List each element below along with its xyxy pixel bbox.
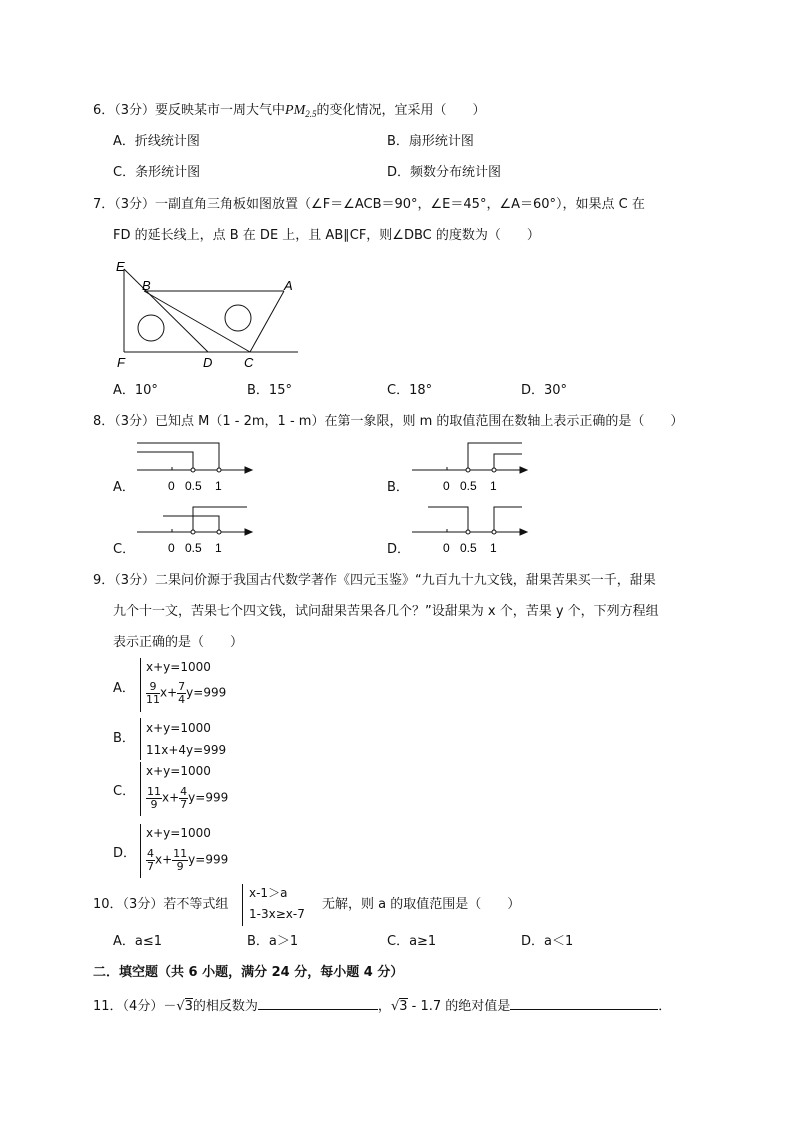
q9-d-eq2 — [146, 848, 228, 872]
q9-a-mid: x+ — [160, 685, 178, 700]
num: 11 — [147, 785, 161, 798]
tick-0: 0 — [443, 541, 450, 555]
tick-1: 1 — [490, 479, 497, 493]
tick-0: 0 — [443, 479, 450, 493]
q7-option-c: C．18° — [387, 383, 433, 398]
q10-stem-b: 无解，则 a 的取值范围是（ ） — [322, 897, 521, 912]
q8-number-line-c — [135, 502, 255, 557]
q9-c-eq2 — [146, 786, 228, 810]
q8-option-a-letter: A． — [113, 480, 135, 495]
q9-c-frac2 — [179, 786, 188, 810]
q11-blank-2[interactable] — [510, 1009, 658, 1010]
tick-1: 1 — [490, 541, 497, 555]
q9-c-brace — [140, 762, 141, 816]
q7-option-d: D．30° — [521, 383, 568, 398]
q9-line1: 9．（3分）二果问价源于我国古代数学著作《四元玉鉴》“九百九十九文钱，甜果苦果买一千，甜果 — [93, 573, 656, 588]
q9-c-mid: x+ — [162, 790, 180, 805]
q11-mid2: ， — [377, 999, 391, 1014]
q9-a-eq2 — [146, 681, 226, 705]
q6-option-d: D．频数分布统计图 — [387, 165, 502, 180]
q8-stem: 8．（3分）已知点 M（1 - 2m，1 - m）在第一象限，则 m 的取值范围在数轴上表示正确的是（ ） — [93, 414, 684, 429]
q10-option-a: A．a≤1 — [113, 934, 163, 949]
q7-option-a: A．10° — [113, 383, 158, 398]
num: 11 — [173, 847, 188, 860]
q10-option-d: D．a＜1 — [521, 934, 574, 949]
den: 11 — [146, 692, 160, 706]
q11-line — [93, 1000, 671, 1013]
tick-0: 0 — [168, 479, 175, 493]
tick-1: 1 — [215, 541, 222, 555]
q9-line2: 九个十一文，苦果七个四文钱，试问甜果苦果各几个？”设甜果为 x 个，苦果 y 个，下列方程组 — [113, 604, 659, 619]
q8-option-c-letter: C． — [113, 542, 136, 557]
num: 4 — [147, 847, 154, 860]
label-A: A — [284, 278, 293, 293]
q11-pre: 11．（4分）－ — [93, 999, 177, 1014]
tick-05: 0.5 — [185, 541, 202, 555]
label-D: D — [203, 355, 213, 370]
den: 4 — [178, 692, 186, 706]
q9-a-frac2 — [177, 681, 186, 705]
q9-d-brace — [140, 824, 141, 878]
q9-a-end: y=999 — [186, 685, 227, 700]
q10-brace — [242, 884, 243, 926]
q10-eq2: 1-3x≥x-7 — [249, 907, 305, 921]
q7-line2: FD 的延长线上，点 B 在 DE 上，且 AB∥CF，则∠DBC 的度数为（ ） — [113, 228, 540, 243]
q10-option-b: B．a＞1 — [247, 934, 299, 949]
q8-number-line-a — [135, 440, 255, 495]
q9-d-mid: x+ — [155, 852, 173, 867]
q7-line1: 7．（3分）一副直角三角板如图放置（∠F＝∠ACB＝90°，∠E＝45°，∠A＝60°），如果点 C 在 — [93, 197, 645, 212]
q9-b-brace — [140, 718, 141, 760]
q9-c-frac1 — [146, 786, 162, 810]
q10-stem-a: 10．（3分）若不等式组 — [93, 897, 229, 912]
sqrt-icon: √ — [176, 999, 185, 1014]
q11-rad2: 3 — [399, 999, 408, 1014]
den: 9 — [176, 859, 184, 873]
label-C: C — [244, 355, 254, 370]
q6-pm: PM — [285, 103, 306, 118]
q8-option-b-letter: B． — [387, 480, 409, 495]
q11-end: ． — [658, 999, 672, 1014]
label-E: E — [116, 259, 125, 274]
q9-b-eq2: 11x+4y=999 — [146, 743, 227, 757]
label-F: F — [117, 355, 125, 370]
tick-0: 0 — [168, 541, 175, 555]
q6-pm-sub: 2.5 — [305, 109, 317, 119]
tick-05: 0.5 — [185, 479, 202, 493]
num: 9 — [146, 681, 160, 694]
q9-option-d-letter: D． — [113, 846, 137, 861]
q6-option-a: A．折线统计图 — [113, 134, 200, 149]
q11-mid3: - 1.7 的绝对值是 — [407, 999, 511, 1014]
tick-1: 1 — [215, 479, 222, 493]
q9-option-c-letter: C． — [113, 784, 136, 799]
q10-option-c: C．a≥1 — [387, 934, 437, 949]
q9-option-b-letter: B． — [113, 731, 135, 746]
den: 7 — [180, 797, 188, 811]
q10-eq1: x-1＞a — [249, 886, 288, 900]
q9-a-brace — [140, 658, 141, 712]
q9-c-eq1: x+y=1000 — [146, 764, 211, 778]
q6-option-b: B．扇形统计图 — [387, 134, 474, 149]
q6-stem-b: 的变化情况，宜采用（ ） — [316, 103, 486, 118]
q9-c-end: y=999 — [188, 790, 229, 805]
q6-stem — [93, 104, 486, 118]
q9-b-eq1: x+y=1000 — [146, 721, 211, 735]
q8-option-d-letter: D． — [387, 542, 411, 557]
q11-rad1: 3 — [184, 999, 193, 1014]
tick-05: 0.5 — [460, 541, 477, 555]
section-2-heading: 二．填空题（共 6 小题，满分 24 分，每小题 4 分） — [93, 965, 404, 980]
q9-a-frac1 — [146, 681, 160, 705]
label-B: B — [142, 278, 151, 293]
q9-d-end: y=999 — [188, 852, 229, 867]
q9-d-frac1 — [146, 848, 155, 872]
den: 7 — [147, 859, 154, 873]
num: 7 — [178, 680, 186, 693]
q6-stem-a: 6．（3分）要反映某市一周大气中 — [93, 103, 286, 118]
sqrt-icon: √ — [390, 999, 400, 1014]
q7-triangle-figure — [110, 255, 310, 370]
tick-05: 0.5 — [460, 479, 477, 493]
num: 4 — [180, 785, 188, 798]
q9-line3: 表示正确的是（ ） — [113, 635, 244, 650]
q9-option-a-letter: A． — [113, 681, 135, 696]
q9-d-frac2 — [172, 848, 188, 872]
q9-a-eq1: x+y=1000 — [146, 660, 211, 674]
q6-option-c: C．条形统计图 — [113, 165, 201, 180]
q11-mid1: 的相反数为 — [192, 999, 258, 1014]
q9-d-eq1: x+y=1000 — [146, 826, 211, 840]
den: 9 — [150, 797, 158, 811]
q8-number-line-d — [410, 502, 530, 557]
q11-blank-1[interactable] — [258, 1009, 378, 1010]
q7-option-b: B．15° — [247, 383, 292, 398]
q8-number-line-b — [410, 440, 530, 495]
